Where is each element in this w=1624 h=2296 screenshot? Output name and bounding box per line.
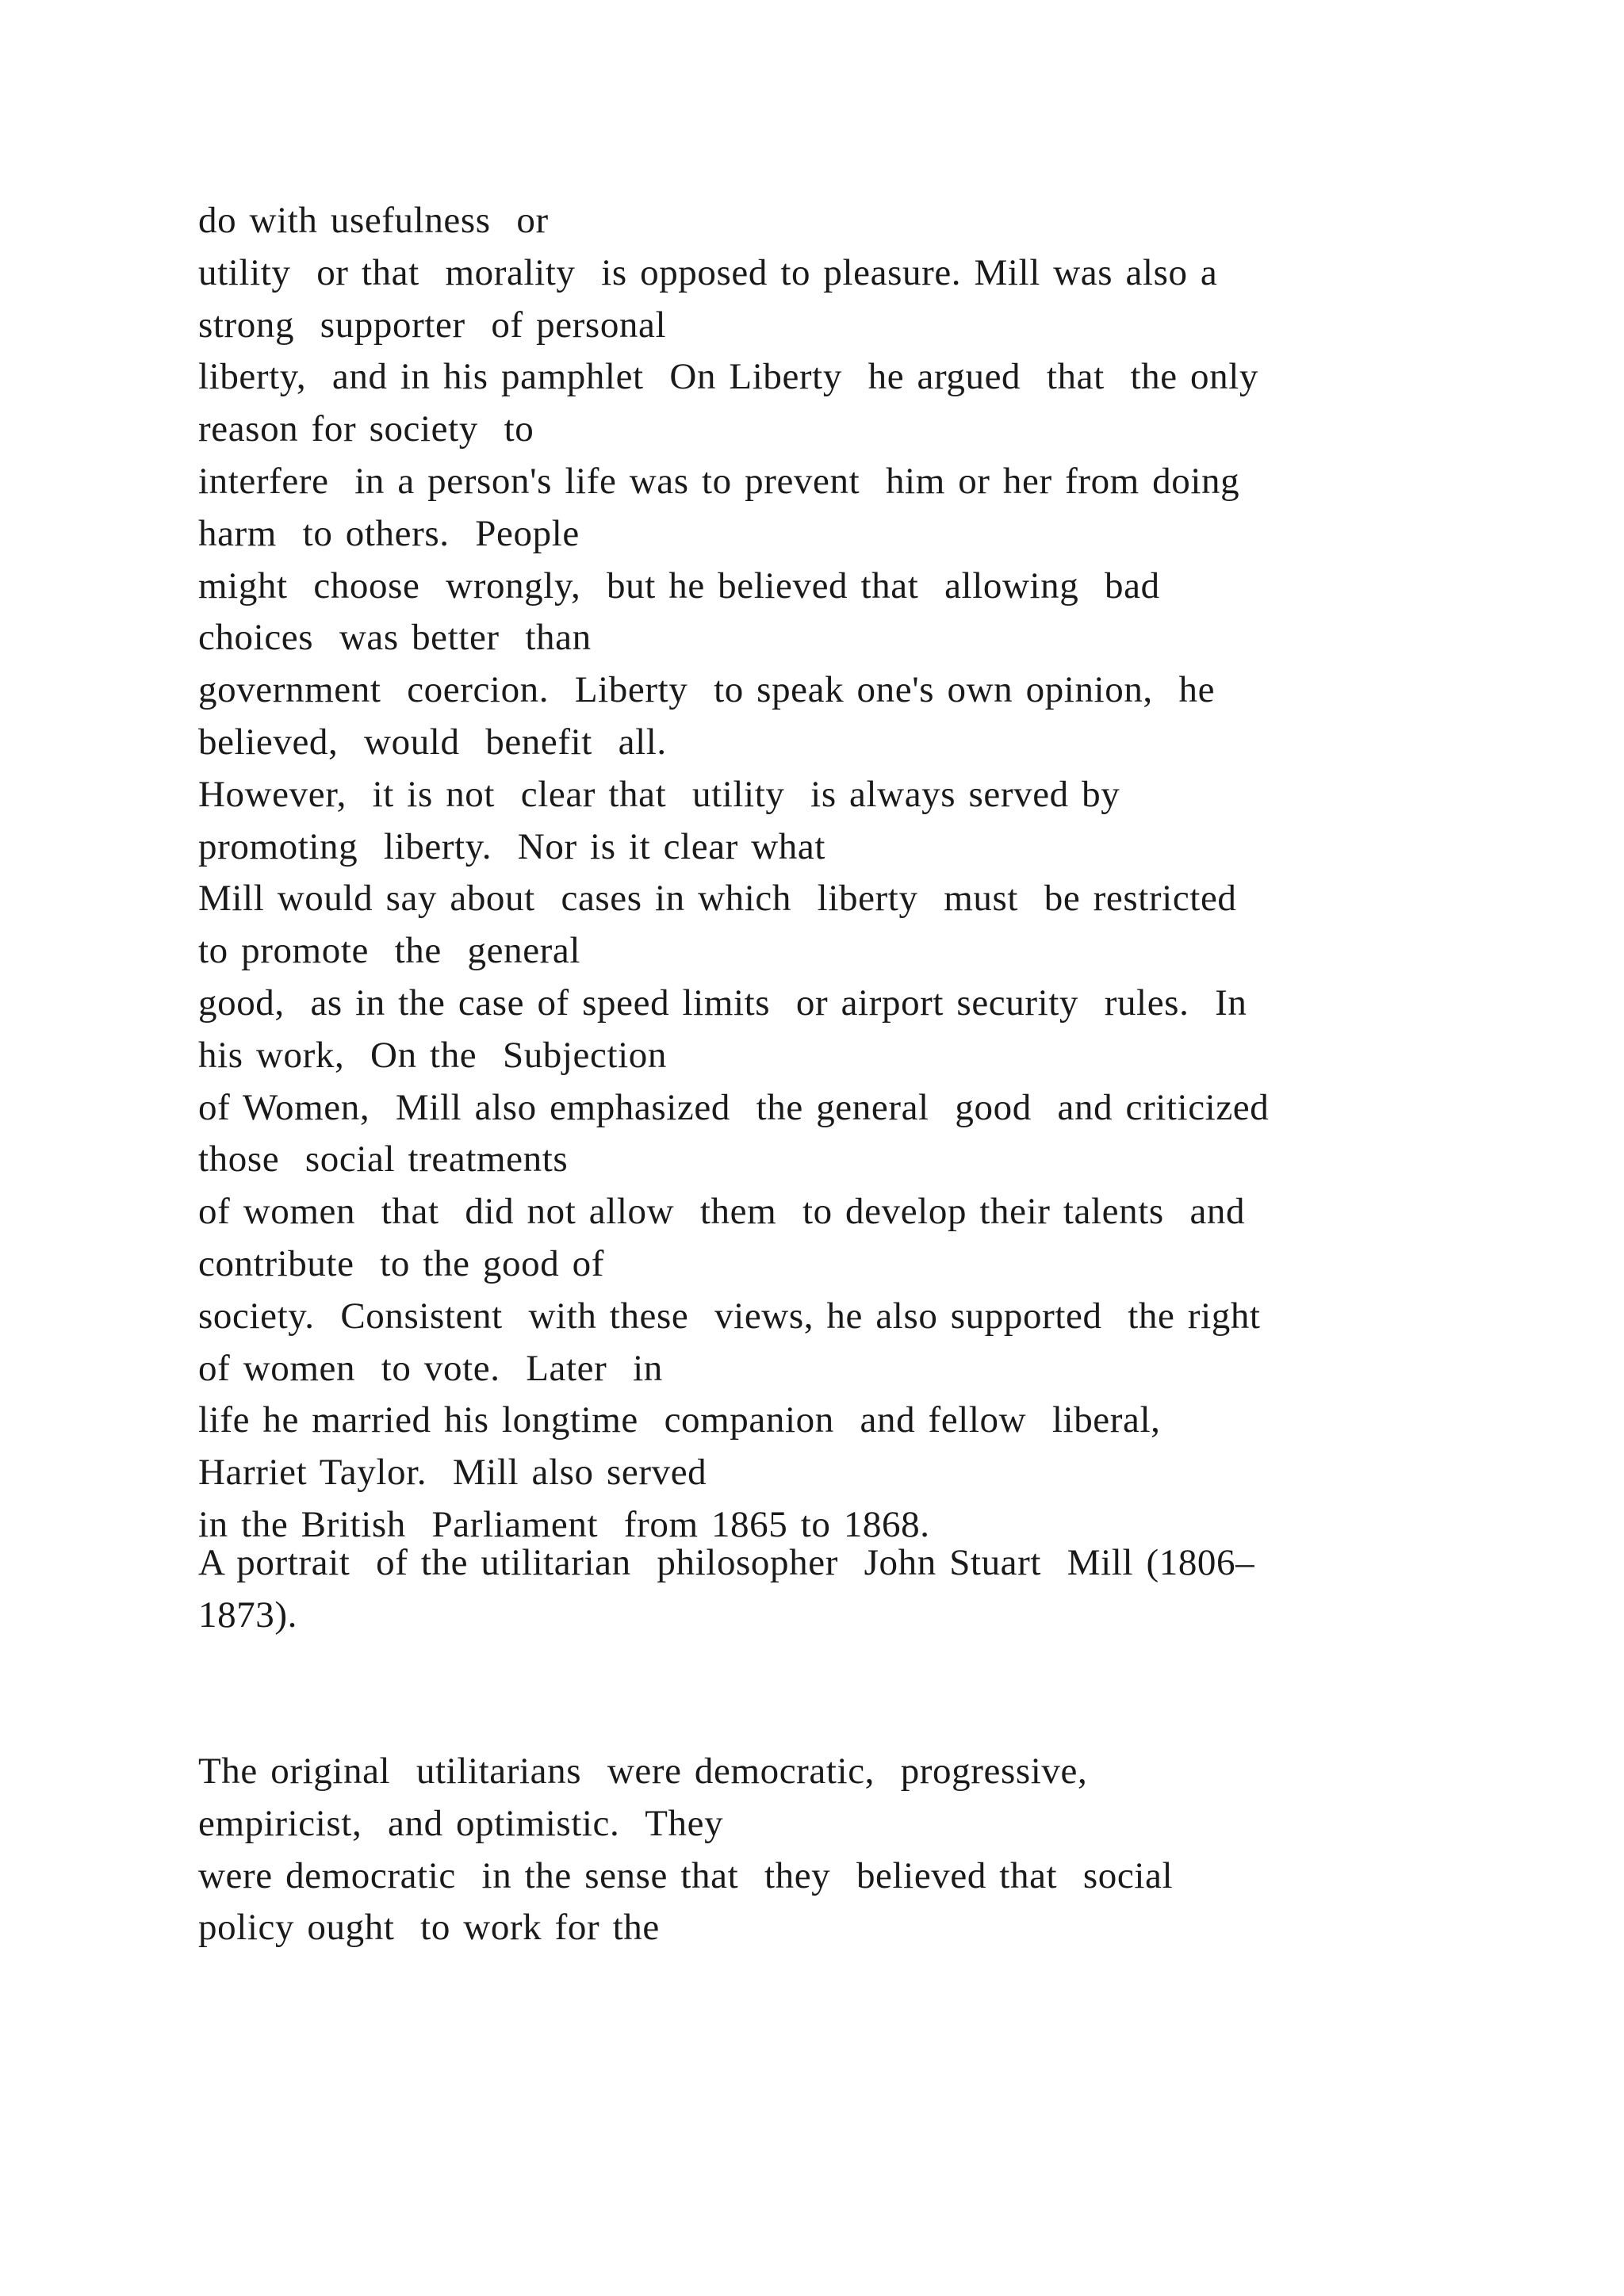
text-line: of women to vote. Later in	[198, 1347, 663, 1389]
text-line: government coercion. Liberty to speak one's own opinion, he	[198, 669, 1216, 711]
text-line: contribute to the good of	[198, 1242, 605, 1284]
text-line: to promote the general	[198, 930, 581, 972]
text-line: The original utilitarians were democratic, progressive,	[198, 1751, 1088, 1792]
text-line: interfere in a person's life was to prevent him or her from doing	[198, 460, 1240, 502]
text-line: of women that did not allow them to develop their talents and	[198, 1191, 1246, 1233]
text-line: society. Consistent with these views, he also supported the right	[198, 1295, 1261, 1337]
text-line: reason for society to	[198, 408, 534, 450]
text-line: A portrait of the utilitarian philosopher John Stuart Mill (1806–	[198, 1542, 1255, 1583]
text-line: life he married his longtime companion and fellow liberal,	[198, 1399, 1161, 1441]
text-line: believed, would benefit all.	[198, 721, 667, 763]
text-line: Mill would say about cases in which liberty must be restricted	[198, 878, 1237, 920]
text-line: do with usefulness or	[198, 200, 549, 241]
text-line: 1873).	[198, 1594, 298, 1636]
text-line: However, it is not clear that utility is always served by	[198, 773, 1120, 815]
text-line: might choose wrongly, but he believed that allowing bad	[198, 564, 1160, 607]
text-line: were democratic in the sense that they believed that social	[198, 1854, 1174, 1896]
text-line: his work, On the Subjection	[198, 1034, 667, 1076]
text-line: in the British Parliament from 1865 to 1868.	[198, 1503, 930, 1545]
paragraph-mill-liberty	[198, 195, 1507, 1552]
text-line: strong supporter of personal	[198, 304, 667, 346]
text-line: promoting liberty. Nor is it clear what	[198, 825, 826, 867]
text-line: utility or that morality is opposed to pleasure. Mill was also a	[198, 251, 1218, 293]
text-line: choices was better than	[198, 617, 592, 659]
text-line: empiricist, and optimistic. They	[198, 1802, 724, 1844]
text-line: good, as in the case of speed limits or airport security rules. In	[198, 982, 1247, 1024]
paragraph-portrait-caption	[198, 1537, 1507, 1642]
text-line: of Women, Mill also emphasized the general good and criticized	[198, 1086, 1270, 1128]
text-line: Harriet Taylor. Mill also served	[198, 1452, 707, 1494]
text-line: liberty, and in his pamphlet On Liberty he argued that the only	[198, 356, 1258, 398]
text-line: policy ought to work for the	[198, 1907, 660, 1949]
text-line: harm to others. People	[198, 512, 580, 554]
paragraph-original-utilitarians	[198, 1746, 1507, 1954]
text-line: those social treatments	[198, 1138, 569, 1181]
